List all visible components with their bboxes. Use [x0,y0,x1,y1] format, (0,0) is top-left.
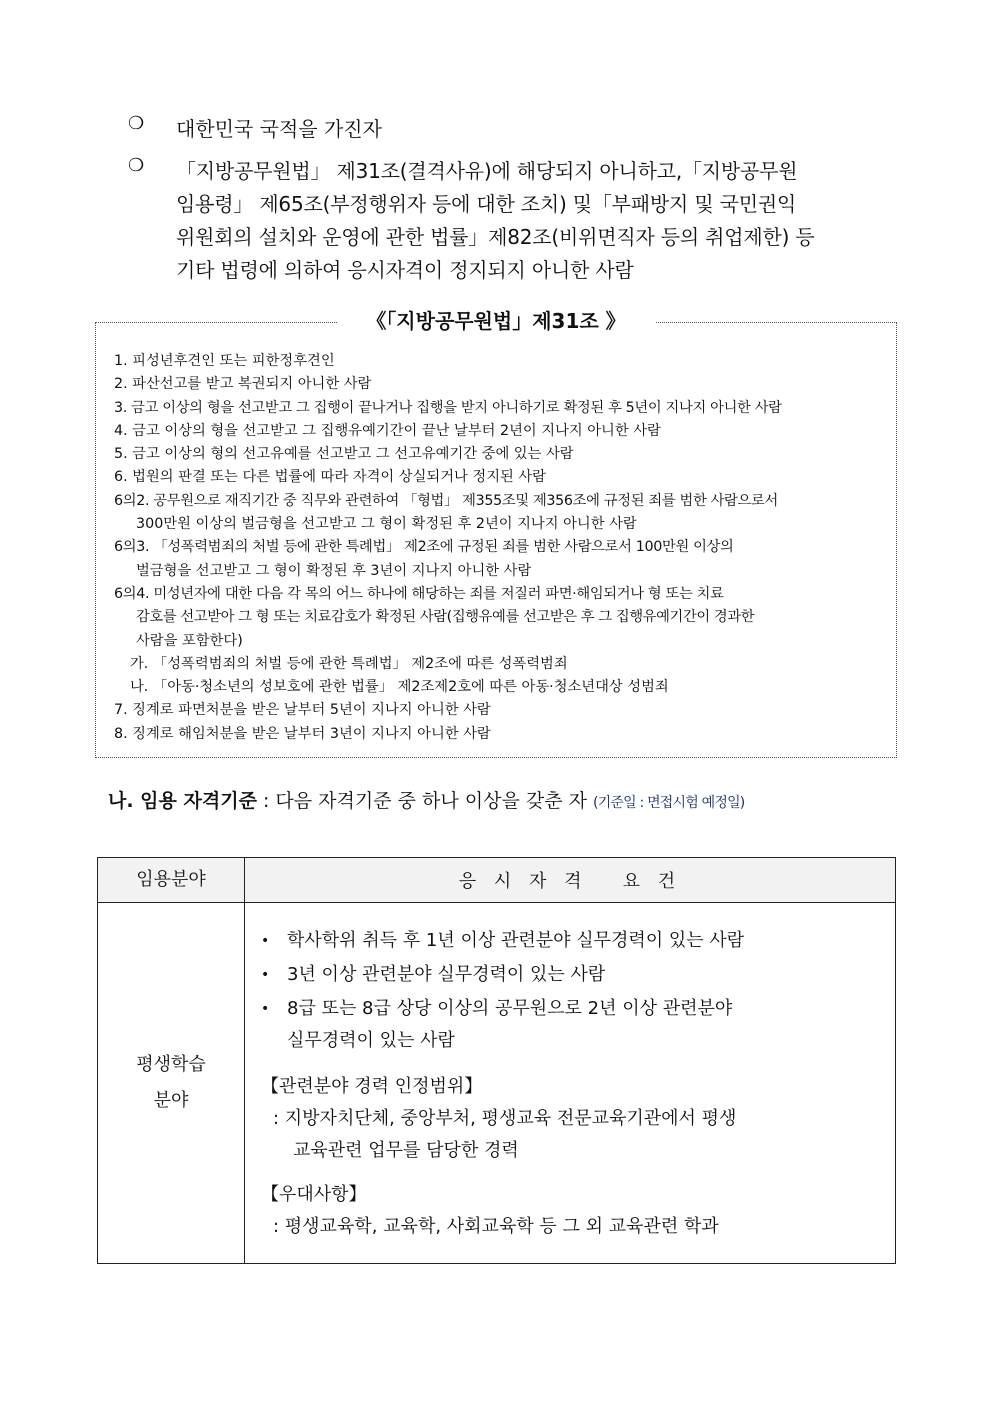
article31-line: 사람을 포함한다) [136,632,243,649]
bullet-dot-icon: • [261,967,270,983]
bullet-dot-icon: • [261,933,270,949]
experience-text: : 지방자치단체, 중앙부처, 평생교육 전문교육기관에서 평생 [273,1108,737,1129]
article31-line: 나. 「아동·청소년의 성보호에 관한 법률」 제2조제2호에 따른 아동·청소년대상 성범죄 [130,679,669,696]
experience-text: 교육관련 업무를 담당한 경력 [293,1140,519,1161]
circle-bullet-icon: ❍ [128,155,145,176]
field-name-line: 평생학습 [136,1054,206,1075]
article31-line: 감호를 선고받아 그 형 또는 치료감호가 확정된 사람(집행유예를 선고받은 후 그 집행유예기간이 경과한 [136,609,755,626]
qualification-table [97,857,896,1264]
criteria-note: (기준일 : 면접시험 예정일) [593,795,745,811]
requirements-list [259,925,889,1057]
article31-line: 6의4. 미성년자에 대한 다음 각 목의 어느 하나에 해당하는 죄를 저질러 파면·해임되거나 형 또는 치료 [114,585,724,602]
preference-text: : 평생교육학, 교육학, 사회교육학 등 그 외 교육관련 학과 [273,1216,719,1237]
article31-line: 6. 법원의 판결 또는 다른 법률에 따라 자격이 상실되거나 정지된 사람 [114,469,546,486]
list-item: • 3년 이상 관련분야 실무경력이 있는 사람 [259,959,889,991]
header-requirements: 응 시 자 격 요 건 [245,858,896,903]
eligibility-text: 대한민국 국적을 가진자 [176,117,382,141]
article31-line: 8. 징계로 해임처분을 받은 날부터 3년이 지나지 아니한 사람 [114,725,491,742]
article31-line: 벌금형을 선고받고 그 형이 확정된 후 3년이 지나지 아니한 사람 [136,562,532,579]
field-cell [98,903,245,1264]
article31-list [114,350,894,746]
criteria-label: 나. 임용 자격기준 [108,790,257,812]
eligibility-text: 임용령」 제65조(부정행위자 등에 대한 조치) 및「부패방지 및 국민권익 [176,192,797,216]
article31-line: 300만원 이상의 벌금형을 선고받고 그 형이 확정된 후 2년이 지나지 아니한 사람 [136,516,637,533]
list-item: • 학사학위 취득 후 1년 이상 관련분야 실무경력이 있는 사람 [259,925,889,957]
article31-line: 3. 금고 이상의 형을 선고받고 그 집행이 끝나거나 집행을 받지 아니하기로 확정된 후 5년이 지나지 아니한 사람 [114,399,782,416]
article31-line: 4. 금고 이상의 형을 선고받고 그 집행유예기간이 끝난 날부터 2년이 지나지 아니한 사람 [114,422,661,439]
experience-section [261,1071,891,1167]
list-item: • 8급 또는 8급 상당 이상의 공무원으로 2년 이상 관련분야 실무경력이 있는 사람 [259,993,889,1057]
field-name-line: 분야 [153,1090,189,1111]
eligibility-text: 기타 법령에 의하여 응시자격이 정지되지 아니한 사람 [176,258,634,282]
eligibility-text: 「지방공무원법」 제31조(결격사유)에 해당되지 아니하고,「지방공무원 [176,159,798,183]
article31-line: 가. 「성폭력범죄의 처벌 등에 관한 특례법」 제2조에 따른 성폭력범죄 [130,655,568,672]
preference-section [261,1179,891,1243]
criteria-desc: : 다음 자격기준 중 하나 이상을 갖춘 자 [262,790,587,812]
requirements-cell [245,903,896,1264]
table-header-row [98,858,896,903]
article31-title: 《「지방공무원법」제31조 》 [337,306,655,336]
header-field: 임용분야 [98,858,245,903]
circle-bullet-icon: ❍ [128,113,145,134]
article31-line: 1. 피성년후견인 또는 피한정후견인 [114,353,335,369]
article31-line: 5. 금고 이상의 형의 선고유예를 선고받고 그 선고유예기간 중에 있는 사람 [114,446,574,463]
criteria-heading [108,785,744,817]
eligibility-text: 위원회의 설치와 운영에 관한 법률」제82조(비위면직자 등의 취업제한) 등 [176,225,815,249]
experience-title: 【관련분야 경력 인정범위】 [261,1076,483,1097]
bullet-dot-icon: • [261,1001,270,1017]
article31-line: 2. 파산선고를 받고 복권되지 아니한 사람 [114,376,372,393]
article31-line: 6의2. 공무원으로 재직기간 중 직무와 관련하여 「형법」 제355조및 제356조에 규정된 죄를 범한 사람으로서 [114,492,778,509]
article31-line: 6의3. 「성폭력범죄의 처벌 등에 관한 특례법」 제2조에 규정된 죄를 범한 사람으로서 100만원 이상의 [114,539,734,556]
article31-line: 7. 징계로 파면처분을 받은 날부터 5년이 지나지 아니한 사람 [114,702,491,719]
table-row [98,903,896,1264]
preference-title: 【우대사항】 [261,1184,367,1205]
